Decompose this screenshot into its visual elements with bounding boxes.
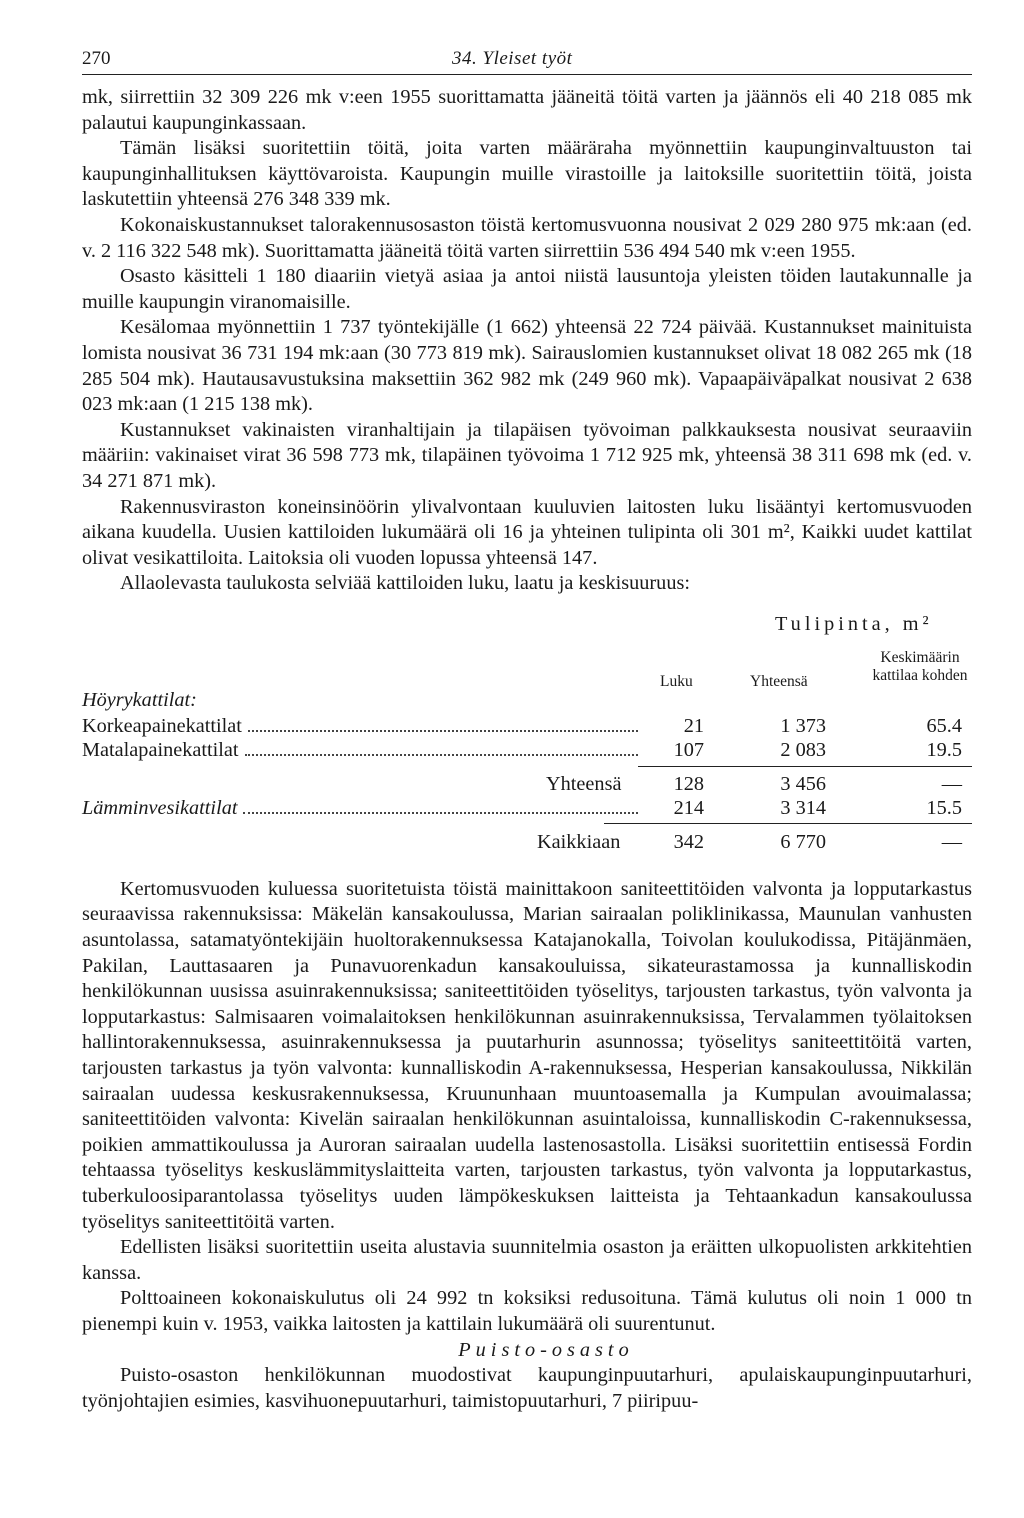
- paragraph: Edellisten lisäksi suoritettiin useita alustavia suunnitelmia osaston ja eräitten ulkopuolisten arkkitehtien kanssa.: [82, 1236, 972, 1284]
- table-rule: [604, 823, 972, 824]
- table-cell: 342: [673, 830, 704, 853]
- paragraph: Tämän lisäksi suoritettiin töitä, joita varten määräraha myönnettiin kaupunginvaltuuston tai kaupunginhallituksen käyttövaroista. Kaupungin muille virastoille ja laitoksille suoritettiin töitä, joista laskutettiin yhteensä 276 348 339 mk.: [82, 137, 972, 211]
- table-total-block: [82, 823, 972, 867]
- row-label-text: Matalapainekattilat: [82, 738, 239, 761]
- table-row-label: [82, 797, 642, 820]
- table-row-label: [82, 715, 642, 738]
- table-cell: 1 373: [780, 714, 826, 737]
- leader-dots: [243, 812, 638, 814]
- column-header-keskimaarin: Keskimäärin kattilaa kohden: [872, 648, 968, 684]
- row-label-text: Korkeapainekattilat: [82, 714, 242, 737]
- table-cell: 19.5: [926, 738, 962, 761]
- paragraph: Polttoaineen kokonaiskulutus oli 24 992 tn koksiksi redusoituna. Tämä kulutus oli noin 1 000 tn pienempi kuin v. 1953, vaikka laitosten ja kattilain lukumäärä oli suurentunut.: [82, 1287, 972, 1335]
- column-header-yhteensa: Yhteensä: [750, 672, 808, 690]
- paragraph: Rakennusviraston koneinsinöörin ylivalvontaan kuuluvien laitosten luku lisääntyi kertomusvuoden aikana kuudella. Uusien kattiloiden lukumäärä oli 16 ja yhteinen tulipinta oli 301 m², Kaikki uudet kattilat olivat vesikattiloita. Laitoksia oli vuoden lopussa yhteensä 147.: [82, 495, 972, 569]
- document-page: [82, 40, 972, 1414]
- boiler-table: [82, 605, 972, 823]
- table-cell: —: [941, 830, 962, 853]
- page-header: [82, 40, 972, 75]
- table-cell: 3 456: [780, 772, 826, 795]
- column-group-header: Tulipinta, m²: [775, 612, 933, 635]
- paragraph: Kertomusvuoden kuluessa suoritetuista töistä mainittakoon saniteettitöiden valvonta ja lopputarkastus seuraavissa rakennuksissa: Mäkelän kansakoulussa, Marian sairaalan poliklinikassa, Maunulan vanhusten asuntolassa, satamatyöntekijäin huoltorakennuksessa Katajanokalla, Toivolan koulukodissa, Pitäjänmäen, Pakilan, Lauttasaaren ja Punavuorenkadun kansakouluissa, sikateurastamossa ja kunnalliskodin henkilökunnan uusissa asuinrakennuksissa; saniteettitöiden työselitys, tarjousten tarkastus, työn valvonta ja lopputarkastus: Salmisaaren voimalaitoksen henkilökunnan asuinrakennuksissa, Tervalammen työlaitoksen hallintorakennuksessa, asuinrakennuksessa ja puutarhurin asunnossa; työselitys saniteettitöitä varten, tarjousten tarkastus ja työn valvonta: kunnalliskodin A-rakennuksessa, Hesperian kansakoulussa, Nikkilän sairaalan uudessa keskusrakennuksessa, Kruununhaan muuntoasemalla ja Kumpulan avouimalassa; saniteettitöiden valvonta: Kivelän sairaalan henkilökunnan asuintaloissa, kunnalliskodin C-rakennuksessa, poikien ammattikoulussa ja Auroran sairaalan uudella lastenosastolla. Lisäksi suoritettiin entisessä Fordin tehtaassa työselitys keskuslämmityslaitteita varten, tarjousten tarkastus, työn valvonta ja lopputarkastus, tuberkuloosiparantolassa työselitys uuden lämpökeskuksen laitteista ja Tehtaankadun kansakoulussa työselitys saniteettitöitä varten.: [82, 877, 972, 1233]
- table-row-label: [82, 739, 642, 762]
- page-number: 270: [82, 48, 111, 69]
- table-cell: 128: [673, 772, 704, 795]
- table-cell: 21: [683, 714, 704, 737]
- column-header-luku: Luku: [660, 672, 693, 690]
- running-title: 34. Yleiset työt: [452, 48, 573, 69]
- table-cell: 2 083: [780, 738, 826, 761]
- paragraph: Kustannukset vakinaisten viranhaltijain ja tilapäisen työvoiman palkkauksesta nousivat seuraaviin määriin: vakinaiset virat 36 598 773 mk, tilapäinen työvoima 1 712 925 mk, yhteensä 38 311 698 mk (ed. v. 34 271 871 mk).: [82, 418, 972, 492]
- table-rule: [638, 766, 972, 767]
- leader-dots: [248, 730, 638, 732]
- table-cell: 6 770: [780, 830, 826, 853]
- total-label: Kaikkiaan: [537, 830, 621, 853]
- table-cell: 3 314: [780, 796, 826, 819]
- section-heading: Puisto-osasto: [458, 1338, 634, 1361]
- section-label: Höyrykattilat:: [82, 688, 197, 711]
- subtotal-label: Yhteensä: [546, 772, 622, 795]
- paragraph: mk, siirrettiin 32 309 226 mk v:een 1955 suorittamatta jääneitä töitä varten ja jäännös eli 40 218 085 mk palautui kaupunginkassaan.: [82, 86, 972, 134]
- body-text-lower: [82, 877, 972, 1414]
- paragraph: Puisto-osaston henkilökunnan muodostivat kaupunginpuutarhuri, apulaiskaupunginpuutarhuri, työnjohtajien esimies, kasvihuonepuutarhuri, taimistopuutarhuri, 7 piiripuu-: [82, 1364, 972, 1412]
- table-cell: —: [941, 772, 962, 795]
- paragraph: Kesälomaa myönnettiin 1 737 työntekijälle (1 662) yhteensä 22 724 päivää. Kustannukset mainituista lomista nousivat 36 731 194 mk:aan (30 773 819 mk). Sairauslomien kustannukset olivat 18 082 265 mk (18 285 504 mk). Hautausavustuksina maksettiin 362 982 mk (249 960 mk). Vapaapäiväpalkat nousivat 2 638 023 mk:aan (1 215 138 mk).: [82, 316, 972, 416]
- leader-dots: [245, 754, 638, 756]
- table-cell: 214: [673, 796, 704, 819]
- table-cell: 65.4: [926, 714, 962, 737]
- paragraph: Kokonaiskustannukset talorakennusosaston töistä kertomusvuonna nousivat 2 029 280 975 mk:aan (ed. v. 2 116 322 548 mk). Suorittamatta jääneitä töitä varten siirrettiin 536 494 540 mk v:een 1955.: [82, 213, 972, 262]
- body-text: [82, 85, 972, 597]
- table-cell: 107: [673, 738, 704, 761]
- paragraph: Osasto käsitteli 1 180 diaariin vietyä asiaa ja antoi niistä lausuntoja yleisten töiden lautakunnalle ja muille kaupungin viranomaisille.: [82, 265, 972, 313]
- table-cell: 15.5: [926, 796, 962, 819]
- row-label-text: Lämminvesikattilat: [82, 796, 238, 819]
- paragraph: Allaolevasta taulukosta selviää kattiloiden luku, laatu ja keskisuuruus:: [120, 572, 690, 595]
